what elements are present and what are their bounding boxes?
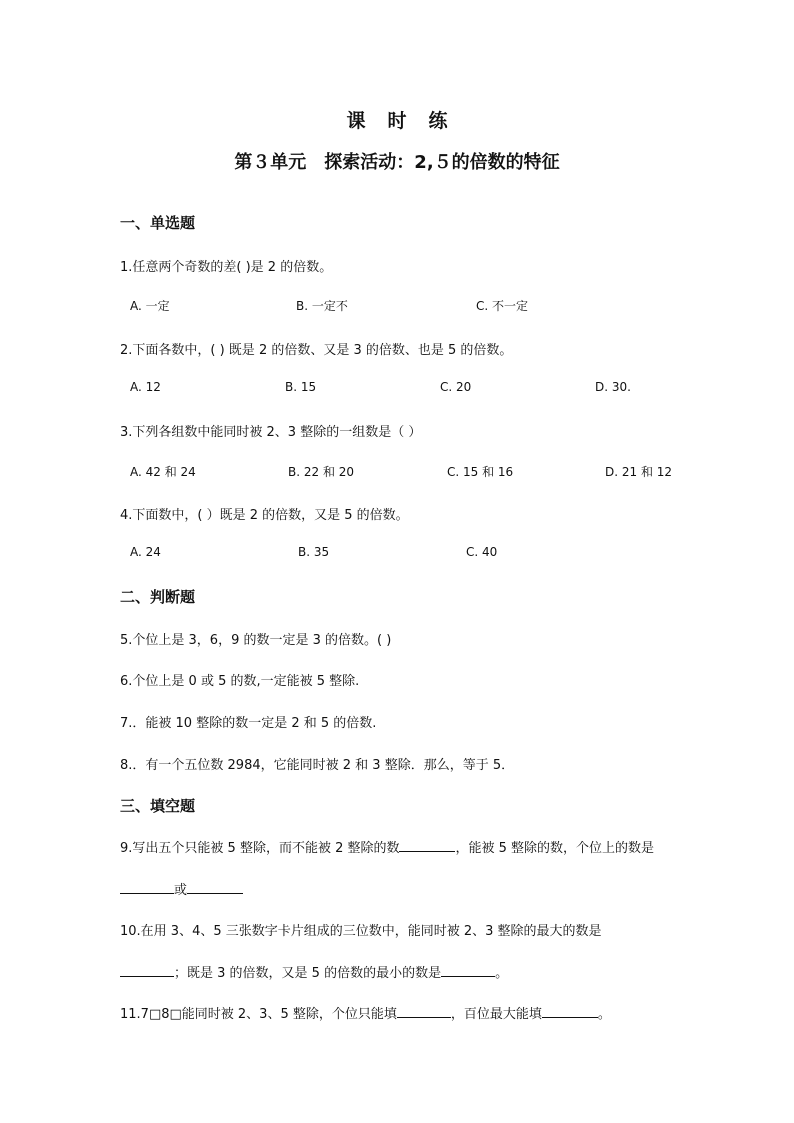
option-a: A. 一定: [130, 299, 170, 313]
question-5: 5.个位上是 3，6，9 的数一定是 3 的倍数。( ): [120, 633, 392, 648]
question-11-text-b: ，百位最大能填: [450, 1007, 542, 1022]
page-title: [0, 106, 794, 133]
option-b: B. 一定不: [296, 299, 348, 313]
answer-blank[interactable]: [120, 881, 174, 894]
question-9-text-b: ，能被 5 整除的数，个位上的数是: [455, 841, 655, 856]
question-3: 3.下列各组数中能同时被 2、3 整除的一组数是（ ）: [120, 425, 422, 440]
answer-blank[interactable]: [441, 964, 495, 977]
option-b: B. 15: [285, 380, 317, 394]
option-c: C. 40: [466, 545, 498, 559]
title-char: 练: [428, 110, 448, 132]
question-7: 7.．能被 10 整除的数一定是 2 和 5 的倍数.: [120, 716, 377, 731]
question-11-text: 11.7□8□能同时被 2、3、5 整除，个位只能填: [120, 1007, 397, 1022]
option-d: D. 21 和 12: [605, 465, 673, 479]
option-b: B. 35: [298, 545, 330, 559]
option-d: D. 30.: [595, 380, 631, 394]
question-4: 4.下面数中，( ）既是 2 的倍数，又是 5 的倍数。: [120, 508, 409, 523]
option-c: C. 不一定: [476, 299, 529, 313]
option-a: A. 42 和 24: [130, 465, 196, 479]
answer-blank[interactable]: [542, 1005, 598, 1018]
question-10-end: 。: [495, 966, 509, 981]
section-heading-fill-blank: 三、填空题: [120, 797, 196, 815]
answer-blank[interactable]: [399, 839, 455, 852]
option-c: C. 20: [440, 380, 472, 394]
answer-blank[interactable]: [120, 964, 174, 977]
section-heading-true-false: 二、判断题: [120, 588, 196, 606]
title-char: 时: [387, 110, 407, 132]
answer-blank[interactable]: [187, 881, 243, 894]
page-subtitle: 第３单元 探索活动：2,５的倍数的特征: [234, 152, 560, 173]
option-a: A. 12: [130, 380, 161, 394]
question-9-text: 9.写出五个只能被 5 整除，而不能被 2 整除的数: [120, 841, 400, 856]
question-10-line2: [120, 962, 508, 981]
question-10-text-b: ；既是 3 的倍数，又是 5 的倍数的最小的数是: [174, 966, 442, 981]
question-9-or: 或: [174, 883, 188, 898]
option-a: A. 24: [130, 545, 161, 559]
question-9-line2: [120, 879, 243, 898]
section-heading-single-choice: 一、单选题: [120, 214, 196, 232]
answer-blank[interactable]: [397, 1005, 451, 1018]
question-8: 8.．有一个五位数 2984，它能同时被 2 和 3 整除．那么，等于 5．: [120, 758, 515, 773]
question-6: 6.个位上是 0 或 5 的数,一定能被 5 整除.: [120, 674, 360, 689]
question-1: 1.任意两个奇数的差( )是 2 的倍数。: [120, 260, 333, 275]
question-11: [120, 1003, 611, 1022]
title-char: 课: [346, 110, 366, 132]
question-11-end: 。: [597, 1007, 611, 1022]
question-9: [120, 837, 654, 856]
question-2: 2.下面各数中，( ) 既是 2 的倍数、又是 3 的倍数、也是 5 的倍数。: [120, 343, 513, 358]
option-b: B. 22 和 20: [288, 465, 355, 479]
question-10: 10.在用 3、4、5 三张数字卡片组成的三位数中，能同时被 2、3 整除的最大的数是: [120, 924, 602, 939]
option-c: C. 15 和 16: [447, 465, 514, 479]
